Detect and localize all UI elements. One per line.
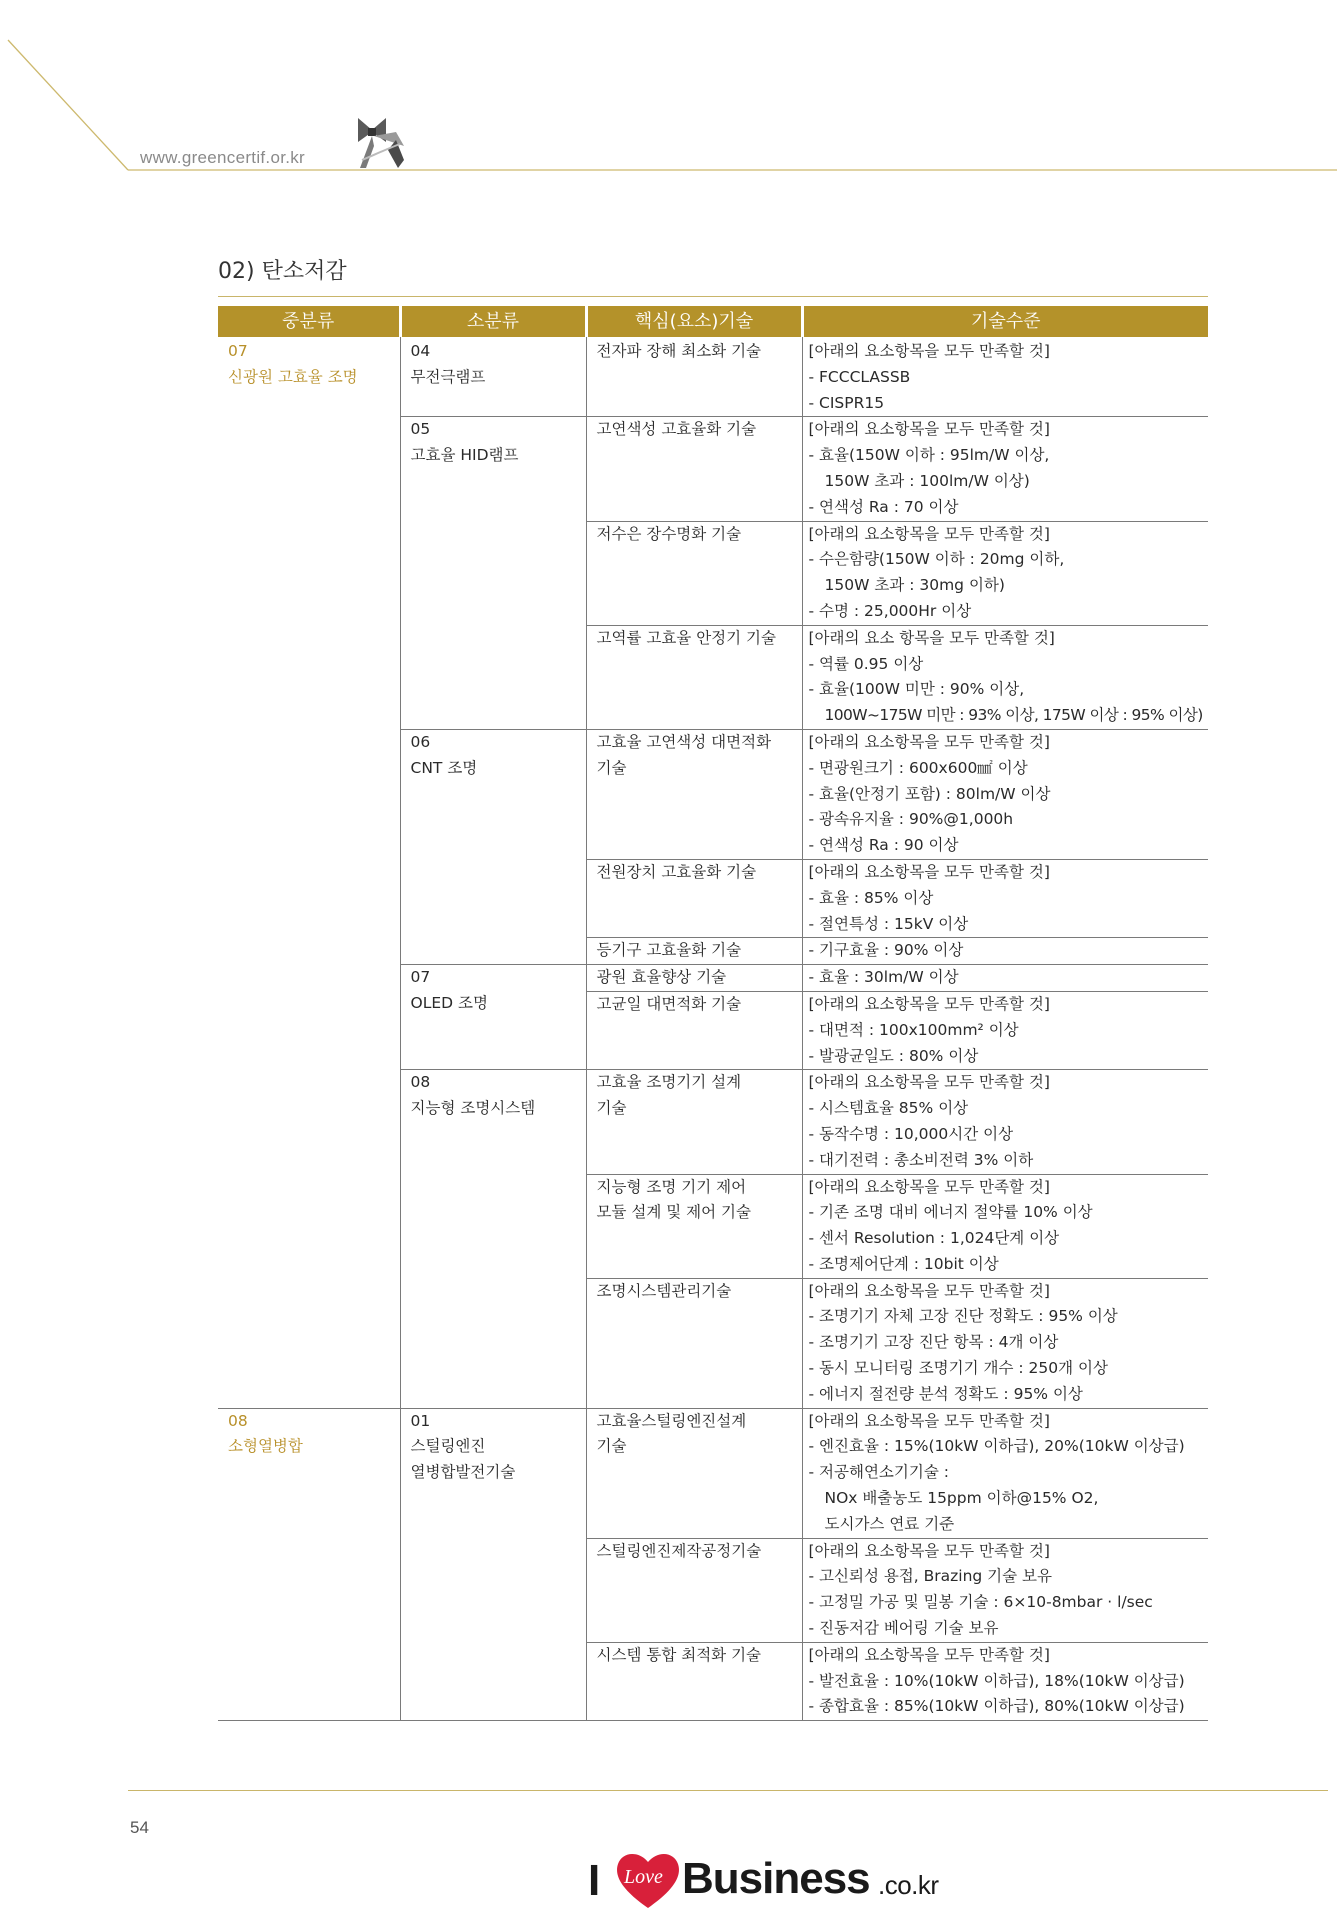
- level-text: - 역률 0.95 이상: [808, 654, 924, 673]
- tech-cell: [586, 625, 802, 729]
- level-text: [아래의 요소항목을 모두 만족할 것]: [808, 1281, 1050, 1300]
- level-text: [아래의 요소항목을 모두 만족할 것]: [808, 524, 1050, 543]
- level-text: - 엔진효율 : 15%(10kW 이하급), 20%(10kW 이상급): [808, 1437, 1185, 1456]
- sub-category-number: 04: [410, 342, 431, 360]
- level-text: [아래의 요소항목을 모두 만족할 것]: [808, 862, 1050, 881]
- tech-text: 조명시스템관리기술: [596, 1281, 732, 1300]
- tech-text: 모듈 설계 및 제어 기술: [596, 1203, 751, 1222]
- level-text: [아래의 요소항목을 모두 만족할 것]: [808, 1177, 1050, 1196]
- level-text: - 조명제어단계 : 10bit 이상: [808, 1254, 999, 1273]
- tech-text: 등기구 고효율화 기술: [596, 941, 742, 960]
- col-header-level: 기술수준: [802, 306, 1208, 337]
- mid-category-name: 소형열병합: [228, 1437, 303, 1456]
- level-cell: [802, 1174, 1208, 1278]
- level-cell: [802, 991, 1208, 1069]
- tech-spec-table: [218, 306, 1208, 1721]
- level-cell: [802, 625, 1208, 729]
- tech-cell: [586, 1278, 802, 1408]
- level-text: - 조명기기 고장 진단 항목 : 4개 이상: [808, 1333, 1059, 1352]
- sub-category-name: OLED 조명: [410, 993, 488, 1012]
- tech-text: 고연색성 고효율화 기술: [596, 420, 757, 439]
- level-text: [아래의 요소항목을 모두 만족할 것]: [808, 420, 1050, 439]
- sub-category-name: 지능형 조명시스템: [410, 1099, 536, 1118]
- tech-cell: [586, 521, 802, 625]
- level-text: - 조명기기 자체 고장 진단 정확도 : 95% 이상: [808, 1307, 1118, 1326]
- level-cell: [802, 1408, 1208, 1538]
- brand-domain: .co.kr: [878, 1870, 939, 1900]
- level-text: - 수은함량(150W 이하 : 20mg 이하,: [808, 550, 1065, 569]
- sub-category-cell: [400, 965, 586, 1070]
- level-text: [아래의 요소항목을 모두 만족할 것]: [808, 732, 1050, 751]
- sub-category-cell: [400, 729, 586, 964]
- tech-text: 기술: [596, 1437, 627, 1456]
- level-text: - 효율(100W 미만 : 90% 이상,: [808, 680, 1025, 699]
- level-text: 도시가스 연료 기준: [824, 1514, 955, 1533]
- level-text: [아래의 요소항목을 모두 만족할 것]: [808, 1541, 1050, 1560]
- site-url[interactable]: www.greencertif.or.kr: [140, 148, 306, 167]
- tech-text: 전자파 장해 최소화 기술: [596, 342, 762, 360]
- level-text: - 대면적 : 100x100mm² 이상: [808, 1020, 1019, 1039]
- sub-category-name: 무전극램프: [410, 367, 486, 386]
- level-text: - 발전효율 : 10%(10kW 이하급), 18%(10kW 이상급): [808, 1671, 1185, 1690]
- tech-cell: [586, 1070, 802, 1174]
- level-cell: [802, 417, 1208, 521]
- sub-category-number: 01: [410, 1411, 431, 1430]
- level-text: - 종합효율 : 85%(10kW 이하급), 80%(10kW 이상급): [808, 1697, 1185, 1716]
- level-cell: [802, 1278, 1208, 1408]
- level-cell: [802, 965, 1208, 992]
- level-text: - 저공해연소기기술 :: [808, 1463, 949, 1482]
- level-text: [아래의 요소항목을 모두 만족할 것]: [808, 1073, 1050, 1092]
- tech-cell: [586, 1642, 802, 1720]
- sub-category-number: 05: [410, 420, 431, 439]
- level-text: - 광속유지율 : 90%@1,000h: [808, 810, 1014, 829]
- mid-category-cell: [218, 337, 400, 1408]
- level-text: - 연색성 Ra : 90 이상: [808, 836, 959, 855]
- tech-cell: [586, 417, 802, 521]
- level-cell: [802, 729, 1208, 859]
- level-text: - 기존 조명 대비 에너지 절약률 10% 이상: [808, 1203, 1093, 1222]
- tech-text: 지능형 조명 기기 제어: [596, 1177, 747, 1196]
- tech-cell: [586, 938, 802, 965]
- level-text: - 발광균일도 : 80% 이상: [808, 1046, 979, 1065]
- mid-category-name: 신광원 고효율 조명: [228, 367, 358, 386]
- sub-category-cell: [400, 1408, 586, 1721]
- tech-cell: [586, 337, 802, 417]
- table-row: [218, 1408, 1208, 1538]
- level-cell: [802, 1070, 1208, 1174]
- tech-text: 고효율스털링엔진설계: [596, 1411, 747, 1430]
- level-cell: [802, 859, 1208, 937]
- section-title: 02) 탄소저감: [218, 259, 347, 284]
- level-text: - 기구효율 : 90% 이상: [808, 941, 964, 960]
- sub-category-number: 07: [410, 968, 431, 987]
- tech-cell: [586, 1408, 802, 1538]
- level-text: - 연색성 Ra : 70 이상: [808, 497, 959, 516]
- sub-category-cell: [400, 1070, 586, 1408]
- level-text: 100W~175W 미만 : 93% 이상, 175W 이상 : 95% 이상): [824, 706, 1203, 725]
- col-header-mid: 중분류: [218, 306, 400, 337]
- sub-category-cell: [400, 417, 586, 730]
- tech-text: 고역률 고효율 안정기 기술: [596, 628, 776, 647]
- level-text: - 동작수명 : 10,000시간 이상: [808, 1124, 1014, 1143]
- level-text: - 수명 : 25,000Hr 이상: [808, 601, 972, 620]
- level-text: - 효율(150W 이하 : 95lm/W 이상,: [808, 446, 1050, 465]
- level-cell: [802, 938, 1208, 965]
- table-row: [218, 337, 1208, 417]
- tech-cell: [586, 1174, 802, 1278]
- tech-cell: [586, 965, 802, 992]
- tech-cell: [586, 729, 802, 859]
- sub-category-number: 06: [410, 732, 431, 751]
- level-text: - FCCCLASSB: [808, 367, 911, 386]
- level-text: - CISPR15: [808, 393, 885, 412]
- level-text: - 효율 : 30lm/W 이상: [808, 968, 959, 987]
- brand-love: Love: [624, 1866, 663, 1888]
- mid-category-cell: [218, 1408, 400, 1721]
- level-text: - 면광원크기 : 600x600㎟ 이상: [808, 758, 1028, 777]
- level-text: - 시스템효율 85% 이상: [808, 1099, 969, 1118]
- tech-text: 광원 효율향상 기술: [596, 968, 727, 987]
- brand-business: Business: [682, 1854, 870, 1903]
- sub-category-name: 열병합발전기술: [410, 1463, 516, 1482]
- sub-category-number: 08: [410, 1073, 431, 1092]
- level-text: 150W 초과 : 100lm/W 이상): [824, 471, 1030, 490]
- mid-category-number: 07: [228, 342, 248, 360]
- sub-category-cell: [400, 337, 586, 417]
- level-cell: [802, 1538, 1208, 1642]
- level-text: - 효율(안정기 포함) : 80lm/W 이상: [808, 784, 1051, 803]
- tech-text: 기술: [596, 1099, 627, 1118]
- level-text: 150W 초과 : 30mg 이하): [824, 576, 1005, 595]
- header-decoration: [0, 0, 1337, 200]
- level-text: - 에너지 절전량 분석 정확도 : 95% 이상: [808, 1384, 1083, 1403]
- page-number: 54: [130, 1818, 149, 1837]
- level-cell: [802, 337, 1208, 417]
- tech-text: 스털링엔진제작공정기술: [596, 1541, 762, 1560]
- level-text: - 절연특성 : 15kV 이상: [808, 914, 969, 933]
- level-text: [아래의 요소항목을 모두 만족할 것]: [808, 342, 1050, 360]
- level-text: - 고신뢰성 용접, Brazing 기술 보유: [808, 1567, 1052, 1586]
- footer-divider: [128, 1790, 1328, 1791]
- level-text: - 효율 : 85% 이상: [808, 888, 934, 907]
- level-text: NOx 배출농도 15ppm 이하@15% O2,: [824, 1489, 1099, 1508]
- tech-cell: [586, 1538, 802, 1642]
- level-cell: [802, 521, 1208, 625]
- tech-text: 고효율 고연색성 대면적화: [596, 732, 772, 751]
- level-text: - 대기전력 : 총소비전력 3% 이하: [808, 1150, 1034, 1169]
- table-header-row: [218, 306, 1208, 337]
- level-cell: [802, 1642, 1208, 1720]
- level-text: [아래의 요소항목을 모두 만족할 것]: [808, 1645, 1050, 1664]
- level-text: [아래의 요소항목을 모두 만족할 것]: [808, 1411, 1050, 1430]
- sub-category-name: 스털링엔진: [410, 1437, 486, 1456]
- sub-category-name: 고효율 HID램프: [410, 446, 519, 465]
- tech-text: 전원장치 고효율화 기술: [596, 862, 757, 881]
- sub-category-name: CNT 조명: [410, 758, 478, 777]
- level-text: - 진동저감 베어링 기술 보유: [808, 1619, 999, 1638]
- tech-text: 고효율 조명기기 설계: [596, 1073, 742, 1092]
- tech-cell: [586, 859, 802, 937]
- level-text: - 동시 모니터링 조명기기 개수 : 250개 이상: [808, 1359, 1108, 1378]
- ribbon-icon: [358, 118, 404, 168]
- mid-category-number: 08: [228, 1411, 248, 1430]
- col-header-tech: 핵심(요소)기술: [586, 306, 802, 337]
- tech-text: 고균일 대면적화 기술: [596, 994, 742, 1013]
- tech-text: 저수은 장수명화 기술: [596, 524, 742, 543]
- tech-text: 기술: [596, 758, 627, 777]
- tech-cell: [586, 991, 802, 1069]
- level-text: - 고정밀 가공 및 밀봉 기술 : 6×10-8mbar · l/sec: [808, 1593, 1153, 1612]
- brand-i: I: [588, 1856, 601, 1905]
- tech-text: 시스템 통합 최적화 기술: [596, 1645, 762, 1664]
- section-divider: [218, 296, 1208, 297]
- level-text: - 센서 Resolution : 1,024단계 이상: [808, 1229, 1060, 1248]
- level-text: [아래의 요소 항목을 모두 만족할 것]: [808, 628, 1055, 647]
- level-text: [아래의 요소항목을 모두 만족할 것]: [808, 994, 1050, 1013]
- col-header-sub: 소분류: [400, 306, 586, 337]
